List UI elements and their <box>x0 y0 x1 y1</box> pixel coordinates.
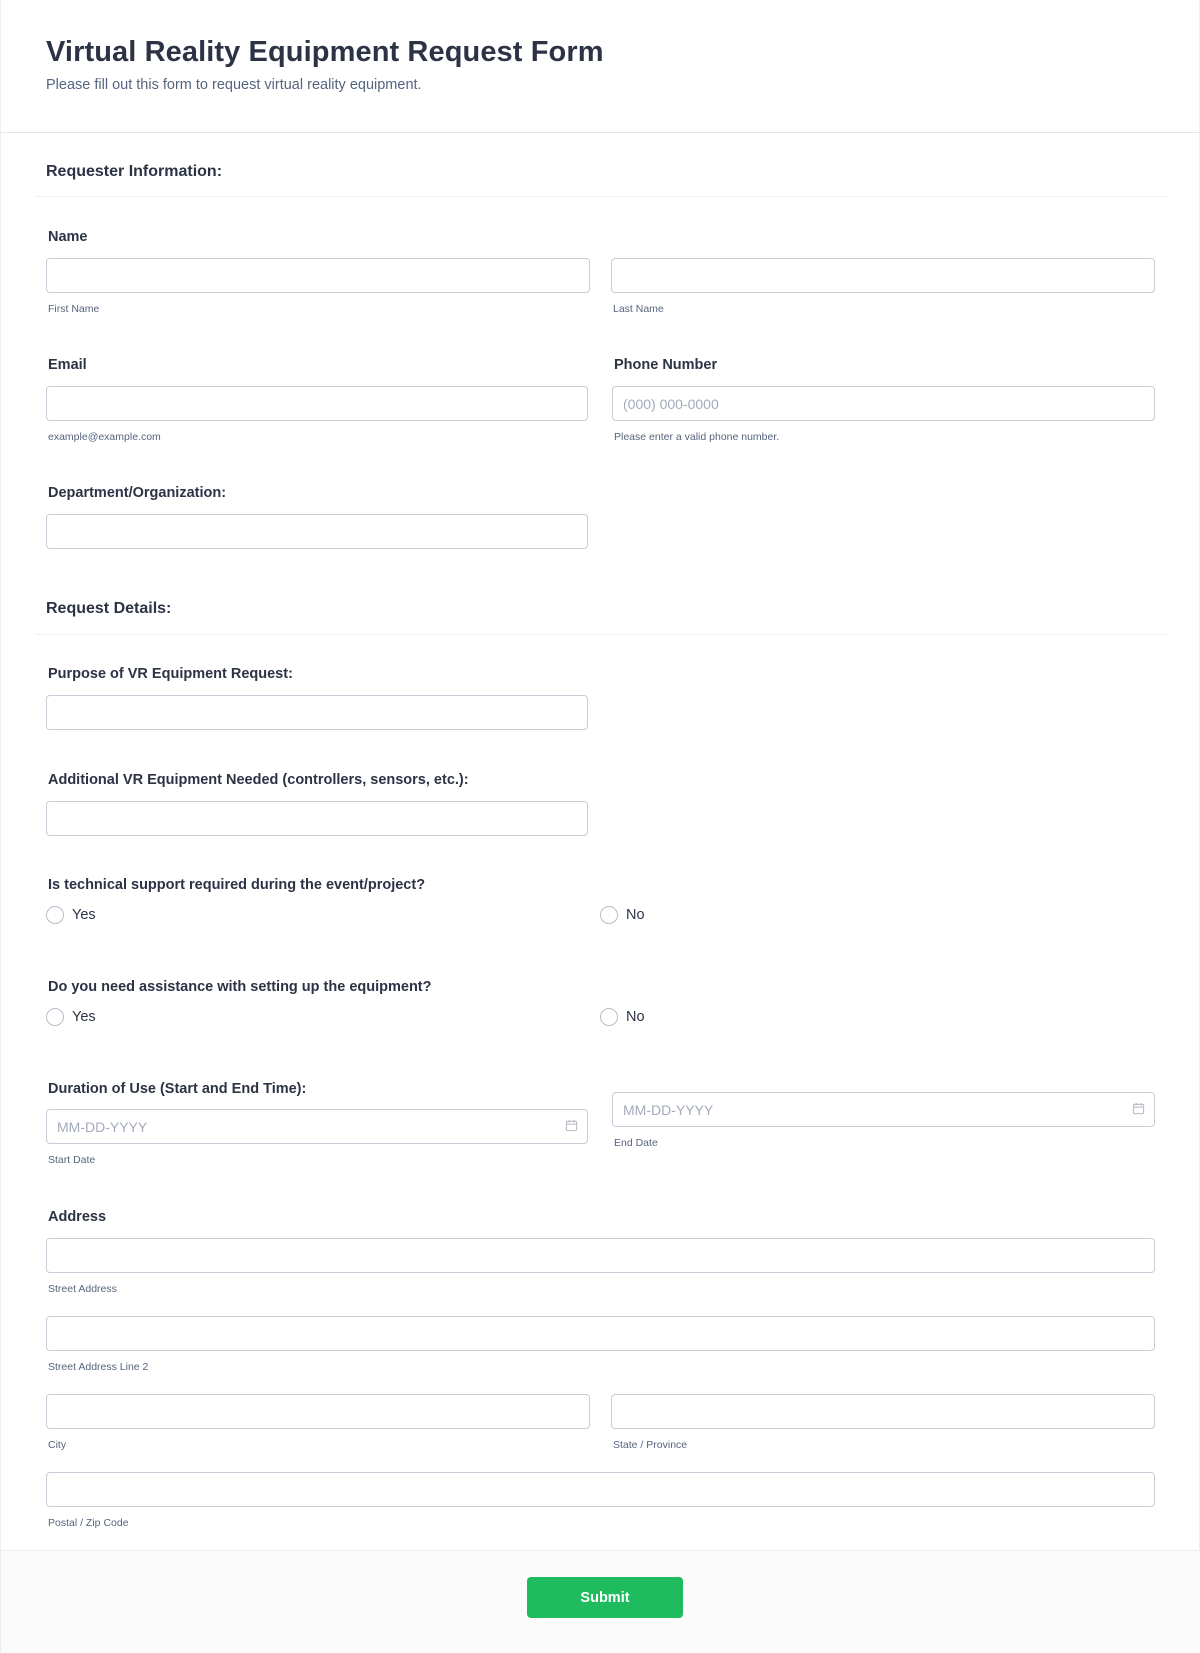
purpose-input[interactable] <box>46 695 588 730</box>
setup-assist-no-label[interactable]: No <box>626 1009 645 1025</box>
purpose-label: Purpose of VR Equipment Request: <box>48 666 293 682</box>
street-address-line2-sublabel: Street Address Line 2 <box>48 1361 149 1373</box>
calendar-icon[interactable] <box>565 1119 578 1132</box>
end-date-sublabel: End Date <box>614 1137 658 1149</box>
submit-button[interactable]: Submit <box>527 1577 683 1618</box>
section-title-request-details: Request Details: <box>46 600 172 617</box>
start-date-sublabel: Start Date <box>48 1154 96 1166</box>
setup-assist-yes-label[interactable]: Yes <box>72 1009 96 1025</box>
first-name-input[interactable] <box>46 258 590 293</box>
postal-code-sublabel: Postal / Zip Code <box>48 1517 129 1529</box>
phone-label: Phone Number <box>614 357 718 373</box>
street-address-input[interactable] <box>46 1238 1155 1273</box>
tech-support-yes-radio[interactable] <box>46 906 64 924</box>
department-input[interactable] <box>46 514 588 549</box>
phone-sublabel: Please enter a valid phone number. <box>614 431 780 443</box>
city-input[interactable] <box>46 1394 590 1429</box>
form-subtitle: Please fill out this form to request virtual reality equipment. <box>46 77 422 93</box>
end-date-input[interactable] <box>612 1092 1155 1127</box>
email-input[interactable] <box>46 386 588 421</box>
name-label: Name <box>48 229 88 245</box>
end-date-field[interactable] <box>612 1092 1155 1127</box>
duration-label: Duration of Use (Start and End Time): <box>48 1081 307 1097</box>
street-address-sublabel: Street Address <box>48 1283 117 1295</box>
state-input[interactable] <box>611 1394 1155 1429</box>
email-sublabel: example@example.com <box>48 431 161 443</box>
additional-equipment-label: Additional VR Equipment Needed (controllers, sensors, etc.): <box>48 772 469 788</box>
header-divider <box>1 132 1200 133</box>
section-divider <box>35 196 1167 197</box>
tech-support-yes-label[interactable]: Yes <box>72 907 96 923</box>
start-date-input[interactable] <box>46 1109 588 1144</box>
department-label: Department/Organization: <box>48 485 227 501</box>
calendar-icon[interactable] <box>1132 1102 1145 1115</box>
state-sublabel: State / Province <box>613 1439 688 1451</box>
street-address-line2-input[interactable] <box>46 1316 1155 1351</box>
tech-support-no-radio[interactable] <box>600 906 618 924</box>
tech-support-label: Is technical support required during the event/project? <box>48 877 426 893</box>
setup-assist-label: Do you need assistance with setting up the equipment? <box>48 979 432 995</box>
additional-equipment-input[interactable] <box>46 801 588 836</box>
email-label: Email <box>48 357 87 373</box>
tech-support-no-label[interactable]: No <box>626 907 645 923</box>
setup-assist-no-radio[interactable] <box>600 1008 618 1026</box>
phone-input[interactable] <box>612 386 1155 421</box>
postal-code-input[interactable] <box>46 1472 1155 1507</box>
section-title-requester-info: Requester Information: <box>46 163 223 180</box>
first-name-sublabel: First Name <box>48 303 100 315</box>
form-title: Virtual Reality Equipment Request Form <box>46 36 604 68</box>
start-date-field[interactable] <box>46 1109 588 1144</box>
city-sublabel: City <box>48 1439 67 1451</box>
last-name-input[interactable] <box>611 258 1155 293</box>
setup-assist-yes-radio[interactable] <box>46 1008 64 1026</box>
section-divider <box>35 634 1167 635</box>
last-name-sublabel: Last Name <box>613 303 664 315</box>
address-label: Address <box>48 1209 107 1225</box>
